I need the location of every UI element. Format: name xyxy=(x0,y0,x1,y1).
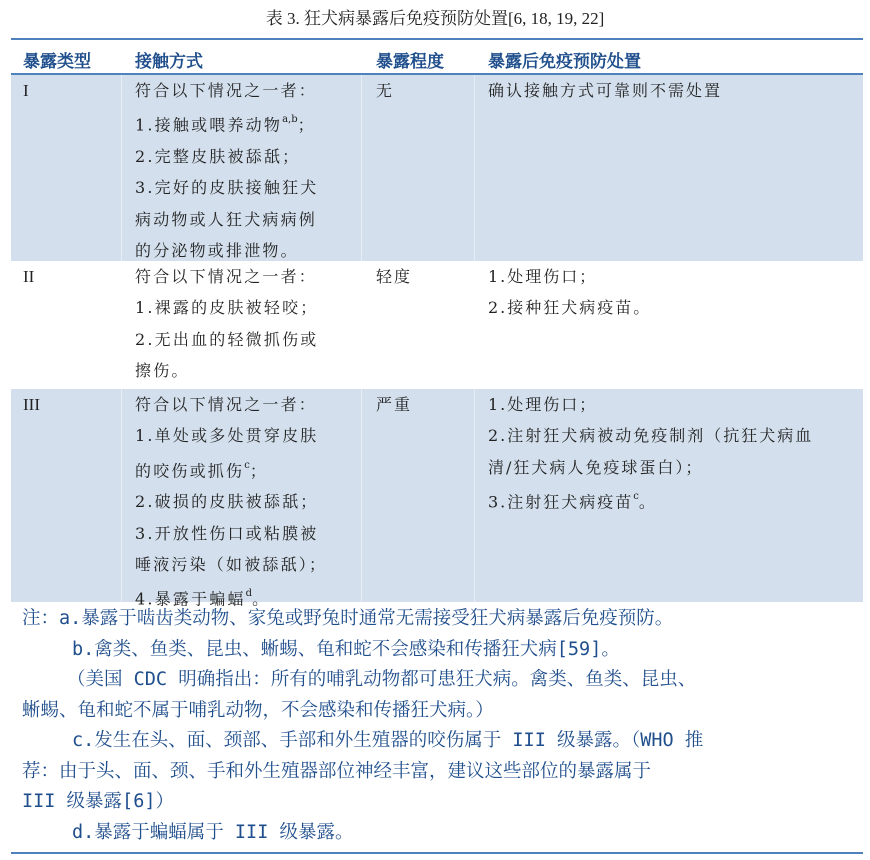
note-d: d.暴露于蝙蝠属于 III 级暴露。 xyxy=(72,821,354,843)
footnote-ref: c xyxy=(244,459,250,471)
header-exposure-degree: 暴露程度 xyxy=(376,52,444,72)
note-b-cdc-remark: （美国 CDC 明确指出：所有的哺乳动物都可患狂犬病。禽类、鱼类、昆虫、 xyxy=(67,669,697,690)
column-divider xyxy=(474,389,475,602)
footnote-ref: c xyxy=(633,490,639,502)
table-row-type-2 xyxy=(11,261,863,389)
contact-method-cell: 符合以下情况之一者： 1.接触或喂养动物$^{a,b}$； 2.完整皮肤被舔舐； 3.完好的皮肤接触狂犬 病动物或人狂犬病病例 的分泌物或排泄物。 xyxy=(135,81,319,260)
exposure-type-cell: I xyxy=(23,81,29,100)
column-divider xyxy=(361,75,362,261)
contact-method-cell: 符合以下情况之一者： 1.单处或多处贯穿皮肤 的咬伤或抓伤$^c$； 2.破损的皮肤被舔舐； 3.开放性伤口或粘膜被 唾液污染（如被舔舐）； 4.暴露于蝙蝠$^d$。 xyxy=(135,395,328,609)
note-c: c.发生在头、面、颈部、手部和外生殖器的咬伤属于 III 级暴露。（WHO 推 xyxy=(72,730,704,751)
table-row-type-3 xyxy=(11,389,863,609)
column-divider xyxy=(361,389,362,602)
note-b-cdc-remark-cont: 蜥蜴、龟和蛇不属于哺乳动物，不会感染和传播狂犬病。） xyxy=(22,699,494,721)
note-a: 注：a.暴露于啮齿类动物、家兔或野兔时通常无需接受狂犬病暴露后免疫预防。 xyxy=(22,608,674,629)
table-caption: 表 3. 狂犬病暴露后免疫预防处置[6, 18, 19, 22] xyxy=(265,9,605,28)
header-contact-method: 接触方式 xyxy=(135,52,203,72)
contact-method-cell: 符合以下情况之一者： 1.裸露的皮肤被轻咬； 2.无出血的轻微抓伤或 擦伤。 xyxy=(135,267,319,380)
column-divider xyxy=(121,75,122,261)
column-divider xyxy=(121,389,122,602)
treatment-cell: 1.处理伤口； 2.接种狂犬病疫苗。 xyxy=(488,267,652,318)
exposure-degree-cell: 轻度 xyxy=(376,267,413,286)
treatment-cell: 确认接触方式可靠则不需处置 xyxy=(488,81,723,100)
table-notes xyxy=(22,604,862,848)
note-c-cont: 荐：由于头、面、颈、手和外生殖器部位神经丰富，建议这些部位的暴露属于 xyxy=(22,760,652,782)
footnote-ref: a,b xyxy=(282,114,298,126)
treatment-cell: 1.处理伤口； 2.注射狂犬病被动免疫制剂（抗狂犬病血 清/狂犬病人免疫球蛋白）； 3.注射狂犬病疫苗$^c$。 xyxy=(488,395,814,512)
note-b: b.禽类、鱼类、昆虫、蜥蜴、龟和蛇不会感染和传播狂犬病[59]。 xyxy=(72,638,620,660)
table-bottom-rule xyxy=(11,852,863,854)
header-post-exposure-treatment: 暴露后免疫预防处置 xyxy=(488,52,641,72)
table-row-type-1 xyxy=(11,75,863,261)
footnote-ref: d xyxy=(245,588,253,600)
note-c-cont-2: III 级暴露[6]） xyxy=(22,791,174,812)
exposure-type-cell: II xyxy=(23,267,35,286)
exposure-type-cell: III xyxy=(23,395,40,414)
column-divider xyxy=(474,75,475,261)
header-exposure-type: 暴露类型 xyxy=(23,52,91,72)
exposure-degree-cell: 严重 xyxy=(376,395,413,414)
exposure-degree-cell: 无 xyxy=(376,81,395,100)
table-header xyxy=(11,40,863,74)
